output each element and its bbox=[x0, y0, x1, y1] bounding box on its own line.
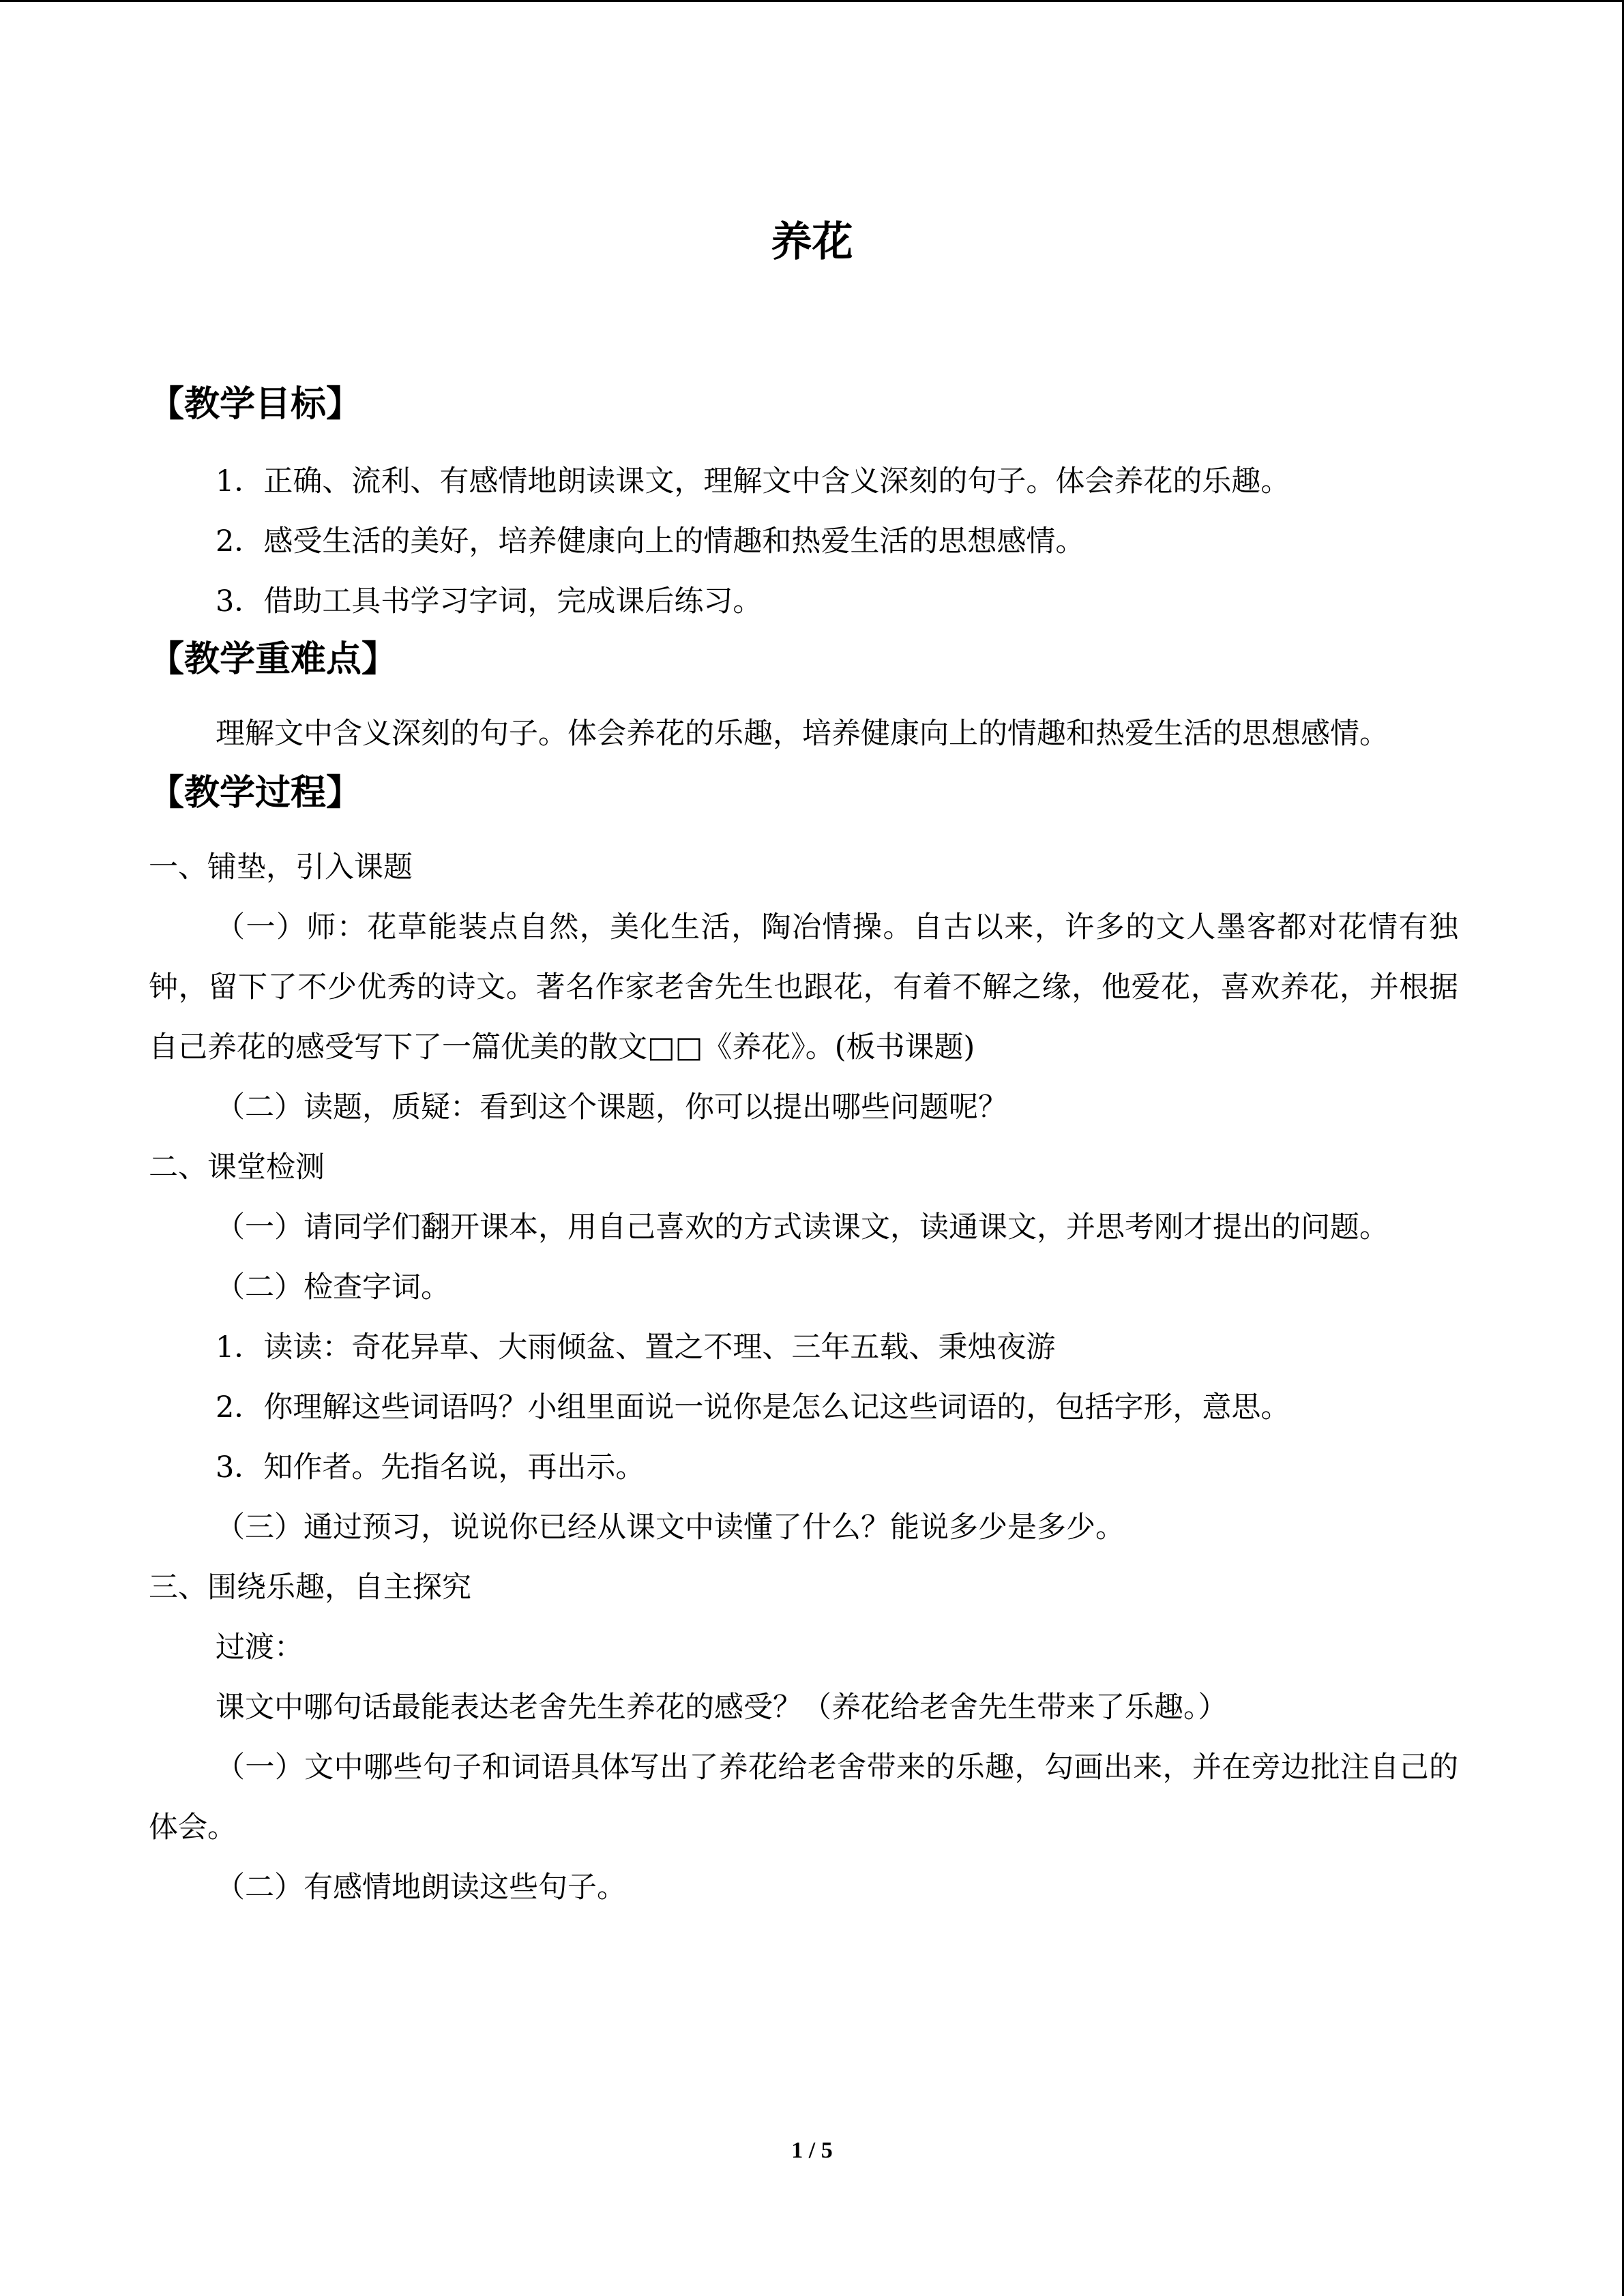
process-part3-transition: 过渡： bbox=[216, 1630, 304, 1665]
process-part2-paragraph-1: （一）请同学们翻开课本，用自己喜欢的方式读课文，读通课文，并思考刚才提出的问题。 bbox=[216, 1210, 1389, 1244]
objective-item-1: 1．正确、流利、有感情地朗读课文，理解文中含义深刻的句子。体会养花的乐趣。 bbox=[216, 464, 1290, 498]
process-part2-item-3: 3．知作者。先指名说，再出示。 bbox=[216, 1450, 645, 1485]
process-part3-paragraph-1: （一）文中哪些句子和词语具体写出了养花给老舍带来的乐趣，勾画出来，并在旁边批注自己的体会。 bbox=[149, 1750, 1458, 1845]
process-part2-paragraph-2: （二）检查字词。 bbox=[216, 1270, 450, 1304]
section-heading-key-points: 【教学重难点】 bbox=[149, 639, 398, 680]
document-body bbox=[149, 381, 1458, 1918]
objective-item-3: 3．借助工具书学习字词，完成课后练习。 bbox=[216, 584, 763, 618]
process-part1-paragraph-2: （二）读题，质疑：看到这个课题，你可以提出哪些问题呢？ bbox=[216, 1090, 1007, 1124]
section-heading-objectives: 【教学目标】 bbox=[149, 384, 362, 425]
objective-item-2: 2．感受生活的美好，培养健康向上的情趣和热爱生活的思想感情。 bbox=[216, 524, 1085, 558]
document-title: 养花 bbox=[771, 218, 853, 266]
process-part2-title: 二、课堂检测 bbox=[149, 1150, 325, 1184]
process-part3-question: 课文中哪句话最能表达老舍先生养花的感受？（养花给老舍先生带来了乐趣。） bbox=[216, 1690, 1228, 1725]
process-part2-item-1: 1．读读：奇花异草、大雨倾盆、置之不理、三年五载、秉烛夜游 bbox=[216, 1330, 1056, 1365]
page-number: 1 / 5 bbox=[791, 2138, 833, 2163]
key-points-text: 理解文中含义深刻的句子。体会养花的乐趣，培养健康向上的情趣和热爱生活的思想感情。 bbox=[216, 717, 1389, 751]
process-part3-paragraph-2: （二）有感情地朗读这些句子。 bbox=[216, 1870, 626, 1905]
section-heading-process: 【教学过程】 bbox=[149, 773, 362, 814]
process-part2-item-2: 2．你理解这些词语吗？小组里面说一说你是怎么记这些词语的，包括字形，意思。 bbox=[216, 1390, 1290, 1425]
process-part1-title: 一、铺垫，引入课题 bbox=[149, 850, 413, 884]
process-part1-paragraph-1: （一）师：花草能装点自然，美化生活，陶冶情操。自古以来，许多的文人墨客都对花情有独钟，留下了不少优秀的诗文。著名作家老舍先生也跟花，有着不解之缘，他爱花，喜欢养花，并根据自己养花的感受写下了一篇优美的散文□□《养花》。(板书课题) bbox=[149, 910, 1458, 1064]
process-part2-paragraph-3: （三）通过预习，说说你已经从课文中读懂了什么？能说多少是多少。 bbox=[216, 1510, 1125, 1545]
process-part3-title: 三、围绕乐趣，自主探究 bbox=[149, 1570, 471, 1605]
